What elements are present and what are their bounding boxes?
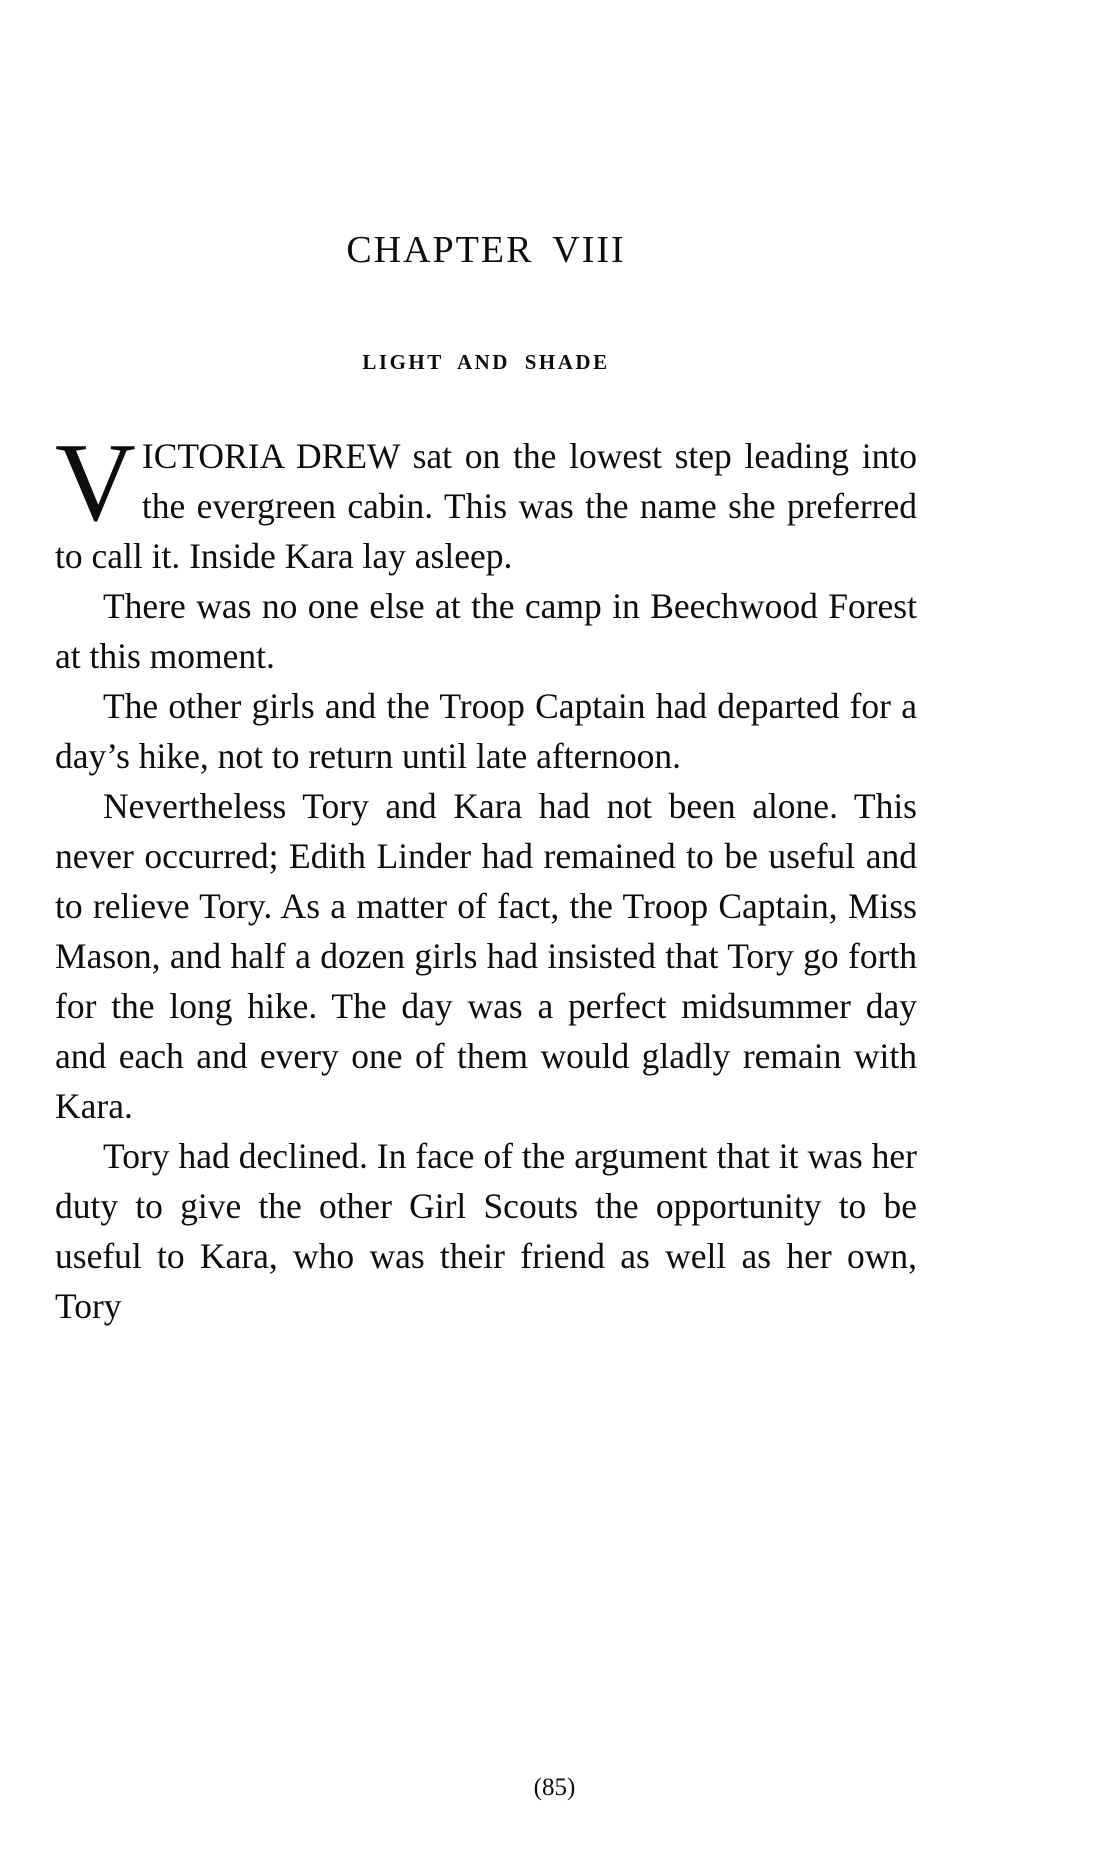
chapter-title: CHAPTER VIII <box>346 229 626 271</box>
paragraph <box>55 421 917 581</box>
paragraph: Nevertheless Tory and Kara had not been alone. This never occurred; Edith Linder had remained to be useful and to relieve Tory. As a matter of fact, the Troop Captain, Miss Mason, and half a dozen girls had insisted that Tory go forth for the long hike. The day was a perfect midsummer day and each and every one of them would gladly remain with Kara. <box>55 786 917 1126</box>
paragraph: The other girls and the Troop Captain had departed for a day’s hike, not to return until late afternoon. <box>55 686 917 776</box>
paragraph: Tory had declined. In face of the argument that it was her duty to give the other Girl Scouts the opportunity to be useful to Kara, who was their friend as well as her own, Tory <box>55 1136 917 1326</box>
chapter-subtitle: LIGHT AND SHADE <box>362 350 610 374</box>
body-text <box>55 421 917 1331</box>
paragraph-text: ICTORIA DREW sat on the lowest step leading into the evergreen cabin. This was the name she preferred to call it. Inside Kara lay asleep. <box>55 436 917 576</box>
page-number: (85) <box>533 1774 576 1801</box>
drop-cap: V <box>55 421 136 545</box>
paragraph: There was no one else at the camp in Beechwood Forest at this moment. <box>55 586 917 676</box>
page-content <box>55 228 917 1331</box>
